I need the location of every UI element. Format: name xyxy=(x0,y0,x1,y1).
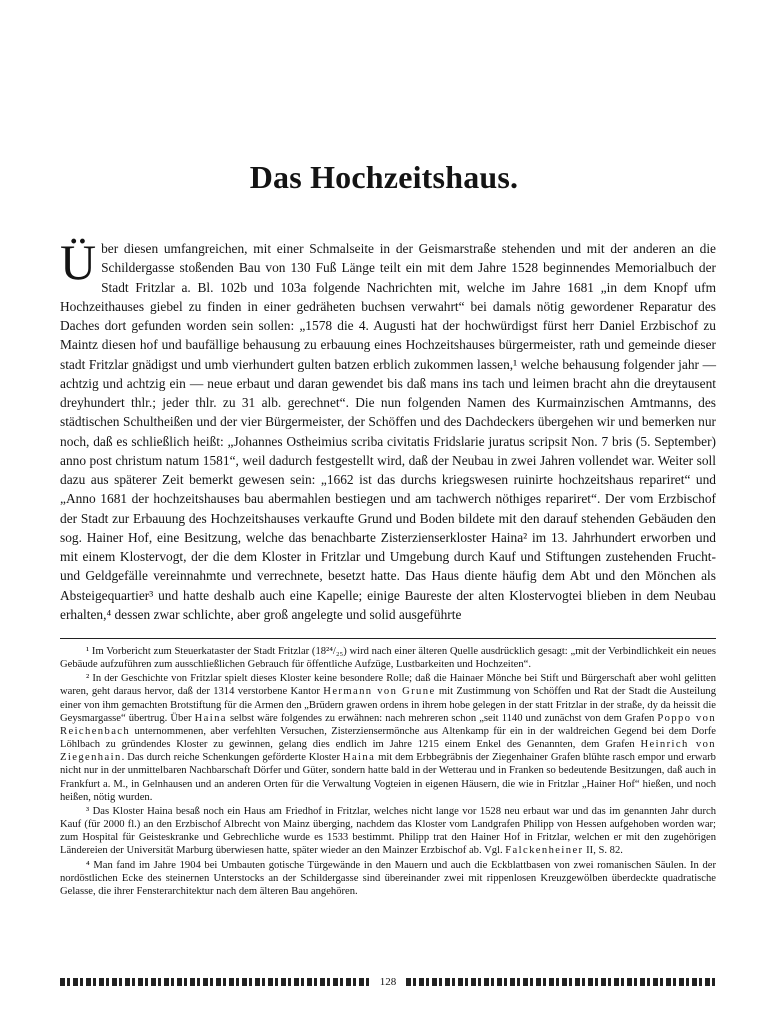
main-paragraph xyxy=(60,234,716,624)
footnote-2 xyxy=(60,672,716,804)
footnote-separator xyxy=(60,638,716,639)
page-title: Das Hochzeitshaus. xyxy=(249,159,519,195)
bottom-ornament-border xyxy=(60,974,716,990)
main-text xyxy=(60,234,716,624)
footnote-2-text-b: mit Zustimmung von Schöffen und Rat der Stadt die Austeilung einer von ihm gemachten Brotstiftung für die Armen den „Brüdern grawen ordens in ihrem hobe gelegen in der statt Fritzlar in der straße, dy da heissit die Geysmargasse“ übertrug. Über xyxy=(60,686,716,724)
footnote-2-name-haina-2: Haina xyxy=(342,752,376,764)
footnote-2-text-d: unternommenen, aber verfehlten Versuchen, Zisterziensermönche aus Altenkamp für ein in der waldreichen Gegend bei dem Dorfe Löhlbach zu gründendes Kloster zu gewinnen, gelang dies endlich im Jahre 1215 einem Enkel des Genannten, dem Grafen xyxy=(60,725,716,751)
footnote-2-name-poppo: Poppo von Reichenbach xyxy=(60,712,717,737)
footnote-2-name-hermann: Hermann von Grune xyxy=(323,686,436,698)
footnote-2-text-e: . Das durch reiche Schenkungen geförderte Kloster xyxy=(121,752,343,764)
ornament-left xyxy=(60,978,370,986)
drop-cap: Ü xyxy=(60,234,97,290)
footnote-1: ¹ Im Vorbericht zum Steuerkataster der Stadt Fritzlar (18²⁴/₂₅) wird nach einer älteren Quelle ausdrücklich gesagt: „mit der Verbindlichkeit ein neues Gebäude aufzuführen zum ausschließlichen Gebrauch für öffentliche Aufzüge, Lustbarkeiten und Hochzeiten“. xyxy=(60,646,716,671)
footnote-2-text-c: selbst wäre folgendes zu erwähnen: nach mehreren schon „seit 1140 und zunächst von dem Grafen xyxy=(226,712,658,724)
page-number: 128 xyxy=(370,974,406,990)
footnote-2-name-haina: Haina xyxy=(194,712,227,724)
footnote-3-text-b: II, S. 82. xyxy=(583,845,623,857)
ornament-right xyxy=(406,978,716,986)
footnote-3-text-a: ³ Das Kloster Haina besaß noch ein Haus am Friedhof in Fritzlar, welches nicht lange vor 1528 neu erbaut war und das im genannten Jahr durch Kauf (für 2000 fl.) an den Erzbischof Albrecht von Mainz überging, nachdem das Kloster vom Landgrafen Philipp von Hessen aufgehoben worden war; zum Hospital für Geisteskranke und Gebrechliche wurde es 1533 bestimmt. Philipp trat den Hainer Hof in Fritzlar, welchen er mit den zugehörigen Ländereien der Universität Marburg überwiesen hatte, später wieder an den Mainzer Erzbischof ab. Vgl. xyxy=(60,805,716,857)
footnote-4: ⁴ Man fand im Jahre 1904 bei Umbauten gotische Türgewände in den Mauern und auch die Eckblattbasen von zwei romanischen Säulen. In der nordöstlichen Ecke des steinernen Unterstocks an der Schildergasse sind übereinander zwei mit rippenlosen Kreuzgewölben überdeckte quadratische Gelasse, die ihrer Fensterarchitektur nach dem älteren Bau angehören. xyxy=(60,859,716,897)
main-paragraph-text: ber diesen umfangreichen, mit einer Schmalseite in der Geismarstraße stehenden und mit der anderen an die Schildergasse stoßenden Bau von 130 Fuß Länge teilt ein mit dem Jahre 1528 beginnendes Memorialbuch der Stadt Fritzlar a. Bl. 102b und 103a folgende Nachrichten mit, welche im Jahre 1681 „in dem Knopf ufm Hochzeithauses giebel zu finden in einer gedräheten buchsen verwahrt“ bei damals nötig gewordener Reparatur des Daches dort gefunden worden sein sollen: „1578 die 4. Augusti hat der hochwürdigst fürst herr Daniel Erzbischof zu Maintz diesen hof und baufällige behausung zu erbauung eines Hochzeitshauses bürgermeister, rath und gemeinde dieser stadt Fritzlar gnädigst und umb vierhundert gulten batzen erblich zukommen lassen,¹ welche behausung folgender jahr — achtzig und achtzig ein — neue erbaut und daran gewendet bis daß mans ins tach und leimen bracht ahn die dreytausent dreyhundert thlr.; jeder thlr. zu 31 alb. gerechnet“. Die nun folgenden Namen des Kurmainzischen Amtmanns, des städtischen Schultheißen und der vier Bürgermeister, der Schöffen und des Dachdeckers übergehen wir und bemerken nur noch, daß es schließlich heißt: „Johannes Ostheimius scriba civitatis Fridslarie juratus scripsit Non. 7 bris (5. September) anno post christum natum 1581“, weil dadurch festgestellt wird, daß der Neubau in zwei Jahren vollendet war. Weiter soll dazu aus späterer Zeit bemerkt gewesen sein: „1662 ist das durchs kriegswesen ruinirte hochzeitshaus repariret“ und „Anno 1681 der hochzeitshauses bau abermahlen bestiegen und am tachwerch nöthiges repariret“. Der vom Erzbischof der Stadt zur Erbauung des Hochzeitshauses verkaufte Grund und Boden bildete mit den darauf stehenden Gebäuden den sog. Hainer Hof, eine Besitzung, welche das benachbarte Zisterzienserkloster Haina² im 13. Jahrhundert erworben und mit einem Klostervogt, der die dem Kloster in Fritzlar und Umgebung durch Kauf und Stiftungen zustehenden Frucht- und Geldgefälle vereinnahmte und verrechnete, besetzt hatte. Das Haus diente häufig dem Abt und den Mönchen als Absteigequartier³ und hatte deshalb auch eine Kapelle; einige Baureste der alten Klostervogtei blieben in dem Neubau erhalten,⁴ dessen zwar schlichte, aber groß angelegte und solid ausgeführte xyxy=(60,241,716,622)
footnote-2-text-f: mit dem Erbbegräbnis der Ziegenhainer Grafen blühte rasch empor und erwarb nicht nur in der unmittelbaren Nachbarschaft Dörfer und Güter, sondern hatte bald in der Wetterau und in Franken so bedeutende Besitzungen, daß auch in Frankfurt a. M., in Gelnhausen und an anderen Orten für die Verwaltung Vogteien in eigenen Häusern, die wie in Fritzlar „Hainer Hof“ hießen, und noch heißen, nötig wurden. xyxy=(60,752,716,803)
footnotes xyxy=(60,645,716,899)
footnote-3 xyxy=(60,805,716,858)
footnote-2-name-heinrich: Heinrich von Ziegenhain xyxy=(60,739,716,764)
footnote-2-text-a: ² In der Geschichte von Fritzlar spielt dieses Kloster keine besondere Rolle; daß die Hainaer Mönche bei Stift und Bürgerschaft aber wohl gelitten waren, geht daraus hervor, daß der 1314 verstorbene Kantor xyxy=(60,673,716,698)
footnote-3-name-falckenheiner: Falckenheiner xyxy=(505,845,584,857)
